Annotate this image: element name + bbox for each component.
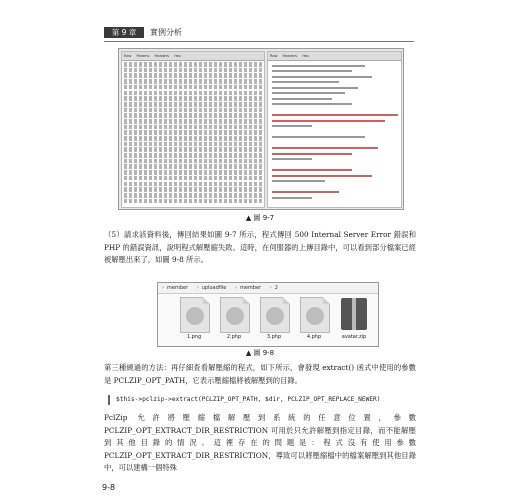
tab-headers[interactable]: Headers bbox=[154, 54, 170, 58]
hex-row bbox=[124, 68, 262, 73]
response-text-line bbox=[272, 120, 385, 122]
response-text-line bbox=[272, 65, 365, 67]
response-text-line bbox=[272, 186, 299, 188]
file-name: 3.php bbox=[266, 334, 282, 340]
hex-row bbox=[124, 130, 262, 135]
image-file-icon bbox=[180, 297, 210, 333]
hex-row bbox=[124, 125, 262, 130]
hex-row bbox=[124, 193, 262, 198]
response-text-line bbox=[272, 87, 358, 89]
response-text-line bbox=[272, 76, 372, 78]
php-file-icon bbox=[220, 297, 250, 333]
figure-9-8-screenshot bbox=[157, 282, 379, 347]
hex-row bbox=[124, 85, 262, 90]
php-file-icon bbox=[300, 297, 330, 333]
hex-row bbox=[124, 113, 262, 118]
chevron-right-icon: › bbox=[234, 285, 237, 291]
raw-response-pane bbox=[267, 51, 402, 208]
hex-row bbox=[124, 187, 262, 192]
header-rule bbox=[104, 41, 414, 42]
file-item[interactable] bbox=[256, 297, 292, 343]
hex-row bbox=[124, 119, 262, 124]
zip-archive-icon bbox=[341, 298, 367, 330]
hex-row bbox=[124, 79, 262, 84]
chapter-badge: 第 9 章 bbox=[104, 27, 144, 38]
hex-row bbox=[124, 153, 262, 158]
response-text-line bbox=[272, 98, 332, 100]
tab-raw[interactable]: Raw bbox=[270, 54, 278, 58]
tab-raw[interactable]: Raw bbox=[124, 54, 132, 58]
file-item[interactable] bbox=[296, 297, 332, 343]
file-name: 2.php bbox=[226, 334, 242, 340]
file-name: avatar.zip bbox=[341, 334, 367, 340]
hex-row bbox=[124, 96, 262, 101]
hex-dump-lines bbox=[122, 62, 264, 203]
breadcrumb-item[interactable]: member bbox=[239, 285, 262, 291]
response-text-line bbox=[272, 158, 312, 160]
response-text-line bbox=[272, 208, 325, 209]
breadcrumb-item[interactable]: 2 bbox=[274, 285, 278, 291]
file-item[interactable] bbox=[216, 297, 252, 343]
raw-pane-tabs bbox=[268, 52, 401, 61]
file-name: 4.php bbox=[306, 334, 322, 340]
response-text-line bbox=[272, 180, 325, 182]
response-text-line bbox=[272, 92, 345, 94]
response-text-line bbox=[272, 197, 312, 199]
chevron-right-icon: › bbox=[269, 285, 272, 291]
tab-params[interactable]: Params bbox=[136, 54, 150, 58]
paragraph: （5）請求該資料後，傳回結果如圖 9-7 所示，程式傳回 500 Internal Server Error 錯誤和 PHP 的錯誤資訊，說明程式解壓縮失敗。這時，在伺服器的上傳目錄中，可以看到部分檔案已經被解壓出來了，如圖 9-8 所示。 bbox=[104, 230, 416, 265]
hex-row bbox=[124, 176, 262, 181]
hex-row bbox=[124, 170, 262, 175]
hex-view-pane bbox=[121, 51, 265, 208]
hex-row bbox=[124, 159, 262, 164]
hex-row bbox=[124, 108, 262, 113]
hex-row bbox=[124, 142, 262, 147]
hex-row bbox=[124, 73, 262, 78]
breadcrumb-item[interactable]: member bbox=[167, 285, 189, 291]
response-text-line bbox=[272, 169, 352, 171]
raw-response-lines bbox=[268, 65, 401, 209]
php-file-icon bbox=[260, 297, 290, 333]
response-text-line bbox=[272, 175, 372, 177]
chapter-title: 實例分析 bbox=[150, 28, 182, 37]
page-number: 9-8 bbox=[102, 483, 116, 492]
response-text-line bbox=[272, 202, 299, 204]
file-name: 1.png bbox=[186, 334, 202, 340]
file-item[interactable] bbox=[336, 297, 372, 343]
response-text-line bbox=[272, 153, 352, 155]
tab-headers[interactable]: Headers bbox=[282, 54, 298, 58]
response-text-line bbox=[272, 81, 339, 83]
paragraph: PclZip 允許將壓縮檔解壓到系統的任意位置，參數 PCLZIP_OPT_EXTRACT_DIR_RESTRICTION 可用於只允許解壓到指定目錄，而不能解壓到其他目錄的情況。這裡存在的問題是：程式沒有使用參數 PCLZIP_OPT_EXTRACT_DIR_RESTRICTION，導致可以將壓縮檔中的檔案解壓到其他目錄中，可以建構一個特殊 bbox=[104, 413, 416, 473]
response-text-line bbox=[272, 70, 352, 72]
chevron-right-icon: › bbox=[162, 285, 164, 291]
file-item[interactable] bbox=[176, 297, 212, 343]
response-text-line bbox=[272, 164, 299, 166]
figure-9-8-caption: ▲ 圖 9-8 bbox=[245, 349, 275, 357]
hex-row bbox=[124, 199, 262, 204]
code-line: $this->pclzip->extract(PCLZIP_OPT_PATH, $dir, PCLZIP_OPT_REPLACE_NEWER) bbox=[116, 396, 381, 403]
response-text-line bbox=[272, 191, 339, 193]
response-text-line bbox=[272, 136, 365, 138]
hex-row bbox=[124, 136, 262, 141]
response-text-line bbox=[272, 125, 312, 127]
figure-9-7-caption: ▲ 圖 9-7 bbox=[245, 214, 275, 222]
hex-row bbox=[124, 102, 262, 107]
hex-row bbox=[124, 62, 262, 67]
figure-9-7-screenshot bbox=[118, 48, 404, 210]
response-text-line bbox=[272, 109, 299, 111]
chevron-right-icon: › bbox=[196, 285, 199, 291]
breadcrumb-item[interactable]: uploadfile bbox=[201, 285, 227, 291]
breadcrumb bbox=[158, 283, 378, 294]
hex-pane-tabs bbox=[122, 52, 264, 61]
tab-hex[interactable]: Hex bbox=[174, 54, 182, 58]
response-text-line bbox=[272, 103, 352, 105]
code-block-marker bbox=[108, 395, 110, 405]
hex-row bbox=[124, 164, 262, 169]
hex-row bbox=[124, 147, 262, 152]
response-text-line bbox=[272, 142, 299, 144]
hex-row bbox=[124, 91, 262, 96]
hex-row bbox=[124, 182, 262, 187]
response-text-line bbox=[272, 131, 299, 133]
tab-hex[interactable]: Hex bbox=[302, 54, 309, 58]
response-text-line bbox=[272, 114, 398, 116]
response-text-line bbox=[272, 147, 378, 149]
paragraph: 第三種繞過的方法：再仔細查看解壓縮的程式，如下所示，會發現 extract() 函式中使用的參數是 PCLZIP_OPT_PATH，它表示壓縮檔將被解壓到的目錄。 bbox=[104, 363, 416, 385]
